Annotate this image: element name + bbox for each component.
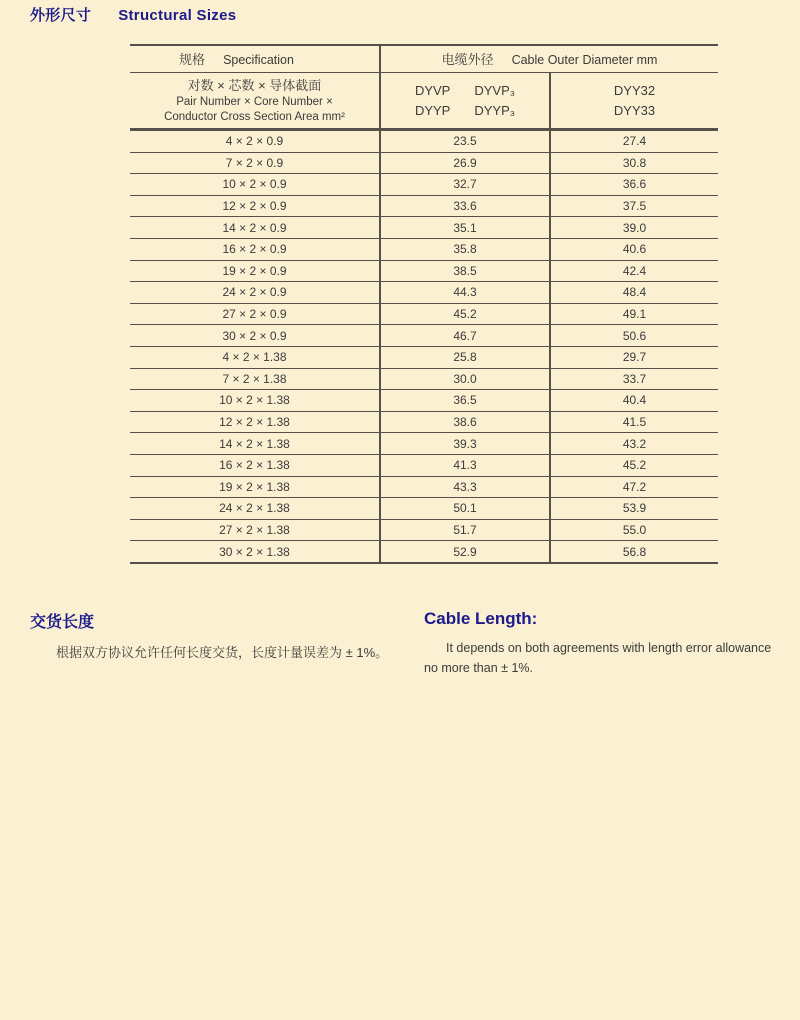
table-row [130,433,718,455]
dyy-diameter-cell: 48.4 [550,282,718,304]
dyvp-diameter-cell: 39.3 [380,433,550,455]
dyvp-diameter-cell: 36.5 [380,390,550,412]
cable-length-body-en [424,638,788,678]
table-row [130,260,718,282]
spec-cell: 14 × 2 × 1.38 [130,433,380,455]
spec-header-en: Specification [223,53,294,67]
model-dyvp: DYVP [414,82,451,98]
delivery-length-title-zh: 交货长度 [30,614,95,631]
dyvp-diameter-cell: 35.8 [380,238,550,260]
model-dyyp: DYYP [414,102,451,118]
spec-cell: 27 × 2 × 0.9 [130,303,380,325]
table-row [130,325,718,347]
table-header-row-1 [130,45,718,73]
model-dyvp3: DYVP₃ [474,82,516,98]
dyvp-diameter-cell: 23.5 [380,130,550,153]
spec-cell: 10 × 2 × 1.38 [130,390,380,412]
table-row [130,303,718,325]
table-row [130,152,718,174]
dyy-diameter-cell: 27.4 [550,130,718,153]
dyvp-diameter-cell: 38.6 [380,411,550,433]
page-title-en: Structural Sizes [118,7,237,24]
spec-cell: 16 × 2 × 0.9 [130,238,380,260]
cable-length-section-en [424,609,788,678]
structural-sizes-table [130,44,718,564]
dyvp-diameter-cell: 32.7 [380,174,550,196]
dyy-diameter-cell: 40.4 [550,390,718,412]
dyvp-models-header [380,73,550,130]
dyvp-diameter-cell: 46.7 [380,325,550,347]
spec-cell: 12 × 2 × 0.9 [130,195,380,217]
model-dyyp3: DYYP₃ [474,102,516,118]
dyvp-diameter-cell: 30.0 [380,368,550,390]
delivery-length-section-zh [30,609,402,662]
table-row [130,195,718,217]
diameter-header-zh: 电缆外径 [441,52,494,67]
table-row [130,390,718,412]
table-row [130,368,718,390]
model-dyy33: DYY33 [613,102,656,118]
dyvp-diameter-cell: 25.8 [380,346,550,368]
delivery-length-body-zh: 根据双方协议允许任何长度交货，长度计量误差为 ± 1%。 [56,645,389,660]
dyy-diameter-cell: 50.6 [550,325,718,347]
table-row [130,454,718,476]
spec-header-zh: 规格 [179,52,206,67]
table-row [130,519,718,541]
spec-cell: 7 × 2 × 0.9 [130,152,380,174]
spec-column-header [130,45,380,73]
model-dyy32: DYY32 [613,82,656,98]
spec-cell: 30 × 2 × 0.9 [130,325,380,347]
dyy-models-header [550,73,718,130]
dyy-diameter-cell: 41.5 [550,411,718,433]
dyy-diameter-cell: 47.2 [550,476,718,498]
table-row [130,498,718,520]
dyvp-diameter-cell: 35.1 [380,217,550,239]
spec-cell: 27 × 2 × 1.38 [130,519,380,541]
dyy-diameter-cell: 56.8 [550,541,718,563]
dyvp-diameter-cell: 43.3 [380,476,550,498]
table-row [130,476,718,498]
dyvp-diameter-cell: 51.7 [380,519,550,541]
cable-length-body-line1: It depends on both agreements with length error allowance [446,641,772,655]
dyy-diameter-cell: 55.0 [550,519,718,541]
dyy-diameter-cell: 39.0 [550,217,718,239]
spec-cell: 16 × 2 × 1.38 [130,454,380,476]
table-row [130,174,718,196]
dyvp-diameter-cell: 38.5 [380,260,550,282]
spec-subheader-zh: 对数 × 芯数 × 导体截面 [187,77,322,93]
spec-cell: 4 × 2 × 1.38 [130,346,380,368]
dyvp-model-line-1 [381,81,549,101]
diameter-header-en: Cable Outer Diameter mm [511,53,658,67]
page-title-zh: 外形尺寸 [30,7,92,24]
table-row [130,217,718,239]
spec-cell: 4 × 2 × 0.9 [130,130,380,153]
table-row [130,541,718,563]
spec-cell: 24 × 2 × 0.9 [130,282,380,304]
spec-cell: 7 × 2 × 1.38 [130,368,380,390]
diameter-column-header [380,45,718,73]
spec-cell: 24 × 2 × 1.38 [130,498,380,520]
table-row [130,346,718,368]
dyvp-model-line-2 [381,101,549,121]
cable-length-title-en: Cable Length: [424,609,538,628]
dyy-diameter-cell: 37.5 [550,195,718,217]
cable-length-body-line2: no more than ± 1%. [424,661,534,675]
dyy-diameter-cell: 45.2 [550,454,718,476]
dyy-diameter-cell: 53.9 [550,498,718,520]
spec-subheader-en1: Pair Number × Core Number × [176,95,333,108]
spec-cell: 10 × 2 × 0.9 [130,174,380,196]
dyvp-diameter-cell: 44.3 [380,282,550,304]
dyy-diameter-cell: 33.7 [550,368,718,390]
table-row [130,411,718,433]
dyy-diameter-cell: 40.6 [550,238,718,260]
table-header-row-2 [130,73,718,130]
table-body [130,130,718,563]
dyy-diameter-cell: 43.2 [550,433,718,455]
dyy-diameter-cell: 49.1 [550,303,718,325]
dyvp-diameter-cell: 45.2 [380,303,550,325]
spec-subheader [130,73,380,130]
dyvp-diameter-cell: 52.9 [380,541,550,563]
table-row [130,238,718,260]
dyy-diameter-cell: 36.6 [550,174,718,196]
dyy-diameter-cell: 29.7 [550,346,718,368]
table-row [130,282,718,304]
dyvp-diameter-cell: 50.1 [380,498,550,520]
dyvp-diameter-cell: 41.3 [380,454,550,476]
spec-cell: 30 × 2 × 1.38 [130,541,380,563]
dyy-diameter-cell: 42.4 [550,260,718,282]
page-title [30,4,236,25]
dyvp-diameter-cell: 33.6 [380,195,550,217]
spec-cell: 19 × 2 × 0.9 [130,260,380,282]
spec-cell: 14 × 2 × 0.9 [130,217,380,239]
table-row [130,130,718,153]
spec-subheader-en2: Conductor Cross Section Area mm² [164,111,345,123]
spec-cell: 12 × 2 × 1.38 [130,411,380,433]
dyvp-diameter-cell: 26.9 [380,152,550,174]
dyy-diameter-cell: 30.8 [550,152,718,174]
spec-cell: 19 × 2 × 1.38 [130,476,380,498]
